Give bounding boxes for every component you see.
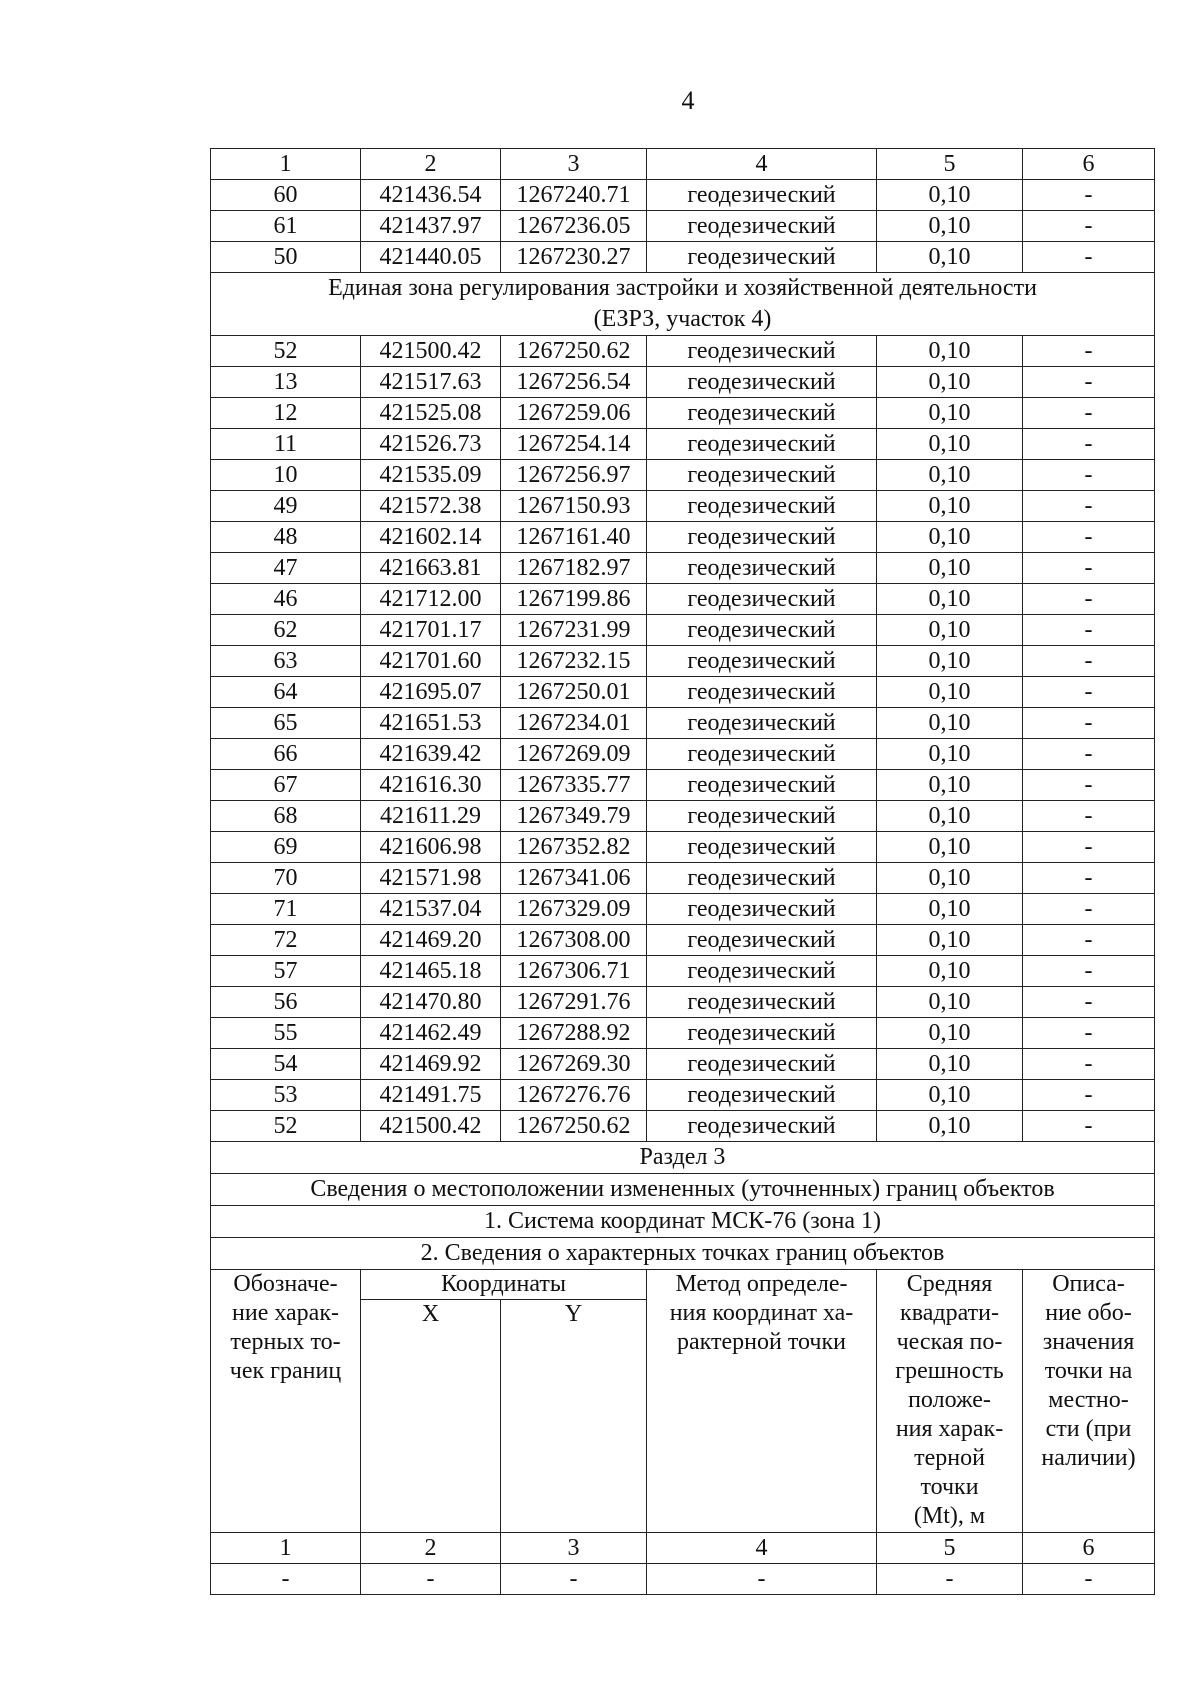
- description-cell: -: [1023, 801, 1155, 832]
- point-id-cell: 60: [211, 180, 361, 211]
- accuracy-cell: 0,10: [877, 242, 1023, 273]
- table-row: [211, 553, 1155, 584]
- description-cell: -: [1023, 739, 1155, 770]
- description-cell: -: [1023, 211, 1155, 242]
- coord-x-cell: 421525.08: [361, 398, 501, 429]
- column-number: 4: [647, 1533, 877, 1564]
- description-cell: -: [1023, 429, 1155, 460]
- description-cell: -: [1023, 987, 1155, 1018]
- coord-x-cell: 421462.49: [361, 1018, 501, 1049]
- coord-y-cell: 1267276.76: [501, 1080, 647, 1111]
- point-id-cell: 70: [211, 863, 361, 894]
- point-id-cell: 52: [211, 336, 361, 367]
- table-row: [211, 987, 1155, 1018]
- coord-x-cell: 421465.18: [361, 956, 501, 987]
- point-id-cell: 48: [211, 522, 361, 553]
- empty-cell: -: [877, 1564, 1023, 1595]
- method-cell: геодезический: [647, 398, 877, 429]
- table-row: [211, 894, 1155, 925]
- coord-x-cell: 421526.73: [361, 429, 501, 460]
- table-row: [211, 180, 1155, 211]
- accuracy-cell: 0,10: [877, 1018, 1023, 1049]
- coord-y-cell: 1267308.00: [501, 925, 647, 956]
- method-cell: геодезический: [647, 956, 877, 987]
- header-line: положе-: [908, 1387, 991, 1413]
- section-subtitle-row: [211, 1174, 1155, 1206]
- method-cell: геодезический: [647, 553, 877, 584]
- column-number: 3: [501, 1533, 647, 1564]
- point-id-cell: 66: [211, 739, 361, 770]
- header-line: ние харак-: [232, 1300, 339, 1326]
- method-cell: геодезический: [647, 584, 877, 615]
- column-number: 5: [877, 1533, 1023, 1564]
- header-line: значения: [1042, 1329, 1135, 1355]
- coord-y-cell: 1267259.06: [501, 398, 647, 429]
- point-id-cell: 61: [211, 211, 361, 242]
- point-id-cell: 50: [211, 242, 361, 273]
- empty-cell: -: [1023, 1564, 1155, 1595]
- description-cell: -: [1023, 894, 1155, 925]
- method-cell: геодезический: [647, 677, 877, 708]
- header-line: точки: [920, 1474, 979, 1500]
- method-cell: геодезический: [647, 987, 877, 1018]
- empty-cell: -: [361, 1564, 501, 1595]
- accuracy-cell: 0,10: [877, 491, 1023, 522]
- method-cell: геодезический: [647, 242, 877, 273]
- point-id-cell: 55: [211, 1018, 361, 1049]
- empty-data-row: [211, 1564, 1155, 1595]
- rows-group-a: [211, 180, 1155, 273]
- method-cell: геодезический: [647, 1111, 877, 1142]
- description-cell: -: [1023, 863, 1155, 894]
- table-row: [211, 1018, 1155, 1049]
- description-cell: -: [1023, 522, 1155, 553]
- coord-x-cell: 421491.75: [361, 1080, 501, 1111]
- point-id-cell: 64: [211, 677, 361, 708]
- point-id-cell: 65: [211, 708, 361, 739]
- column-number: 2: [361, 1533, 501, 1564]
- header-line: наличии): [1041, 1445, 1136, 1471]
- header-line: терных то-: [230, 1329, 341, 1355]
- coord-y-cell: 1267250.62: [501, 1111, 647, 1142]
- accuracy-cell: 0,10: [877, 956, 1023, 987]
- column-number-row-2: [211, 1533, 1155, 1564]
- table-row: [211, 211, 1155, 242]
- coord-x-cell: 421572.38: [361, 491, 501, 522]
- method-cell: геодезический: [647, 801, 877, 832]
- accuracy-cell: 0,10: [877, 770, 1023, 801]
- accuracy-cell: 0,10: [877, 1111, 1023, 1142]
- table-row: [211, 522, 1155, 553]
- point-id-cell: 72: [211, 925, 361, 956]
- accuracy-cell: 0,10: [877, 429, 1023, 460]
- header-x: X: [361, 1300, 501, 1533]
- description-cell: -: [1023, 336, 1155, 367]
- coord-y-cell: 1267256.97: [501, 460, 647, 491]
- method-cell: геодезический: [647, 770, 877, 801]
- coord-y-cell: 1267182.97: [501, 553, 647, 584]
- header-line: рактерной точки: [677, 1329, 846, 1355]
- accuracy-cell: 0,10: [877, 615, 1023, 646]
- accuracy-cell: 0,10: [877, 211, 1023, 242]
- description-cell: -: [1023, 180, 1155, 211]
- section-subtitle: Сведения о местоположении измененных (уточненных) границ объектов: [211, 1174, 1155, 1206]
- coord-y-cell: 1267231.99: [501, 615, 647, 646]
- description-cell: -: [1023, 646, 1155, 677]
- method-cell: геодезический: [647, 832, 877, 863]
- header-line: точки на: [1044, 1358, 1133, 1384]
- header-line: квадрати-: [900, 1300, 999, 1326]
- coord-x-cell: 421437.97: [361, 211, 501, 242]
- coord-x-cell: 421712.00: [361, 584, 501, 615]
- coord-y-cell: 1267269.09: [501, 739, 647, 770]
- column-number: 3: [501, 149, 647, 180]
- header-description: [1023, 1270, 1155, 1533]
- accuracy-cell: 0,10: [877, 1080, 1023, 1111]
- method-cell: геодезический: [647, 615, 877, 646]
- accuracy-cell: 0,10: [877, 987, 1023, 1018]
- table-row: [211, 863, 1155, 894]
- table-row: [211, 708, 1155, 739]
- table-row: [211, 801, 1155, 832]
- method-cell: геодезический: [647, 1080, 877, 1111]
- coord-y-cell: 1267234.01: [501, 708, 647, 739]
- header-line: ческая по-: [896, 1329, 1003, 1355]
- point-id-cell: 47: [211, 553, 361, 584]
- accuracy-cell: 0,10: [877, 553, 1023, 584]
- description-cell: -: [1023, 925, 1155, 956]
- column-number: 1: [211, 149, 361, 180]
- point-id-cell: 67: [211, 770, 361, 801]
- coord-x-cell: 421602.14: [361, 522, 501, 553]
- description-cell: -: [1023, 956, 1155, 987]
- point-id-cell: 71: [211, 894, 361, 925]
- method-cell: геодезический: [647, 367, 877, 398]
- method-cell: геодезический: [647, 1018, 877, 1049]
- point-id-cell: 69: [211, 832, 361, 863]
- table-row: [211, 336, 1155, 367]
- empty-cell: -: [211, 1564, 361, 1595]
- method-cell: геодезический: [647, 522, 877, 553]
- header-line: Описа-: [1052, 1271, 1125, 1297]
- point-id-cell: 52: [211, 1111, 361, 1142]
- empty-cell: -: [501, 1564, 647, 1595]
- coord-x-cell: 421537.04: [361, 894, 501, 925]
- coord-x-cell: 421470.80: [361, 987, 501, 1018]
- header-line: терной: [914, 1445, 985, 1471]
- table-row: [211, 832, 1155, 863]
- accuracy-cell: 0,10: [877, 863, 1023, 894]
- point-id-cell: 63: [211, 646, 361, 677]
- coord-y-cell: 1267291.76: [501, 987, 647, 1018]
- header-line: сти (при: [1045, 1416, 1132, 1442]
- coord-x-cell: 421469.92: [361, 1049, 501, 1080]
- column-number: 5: [877, 149, 1023, 180]
- header-line: ния харак-: [895, 1416, 1004, 1442]
- coord-x-cell: 421701.60: [361, 646, 501, 677]
- method-cell: геодезический: [647, 429, 877, 460]
- point-id-cell: 11: [211, 429, 361, 460]
- header-method: [647, 1270, 877, 1533]
- coord-y-cell: 1267269.30: [501, 1049, 647, 1080]
- description-cell: -: [1023, 708, 1155, 739]
- coord-y-cell: 1267240.71: [501, 180, 647, 211]
- header-coordinates: Координаты: [361, 1270, 647, 1300]
- coord-y-cell: 1267341.06: [501, 863, 647, 894]
- coord-y-cell: 1267230.27: [501, 242, 647, 273]
- points-title: 2. Сведения о характерных точках границ объектов: [211, 1238, 1155, 1270]
- method-cell: геодезический: [647, 460, 877, 491]
- accuracy-cell: 0,10: [877, 1049, 1023, 1080]
- table-row: [211, 1080, 1155, 1111]
- accuracy-cell: 0,10: [877, 460, 1023, 491]
- accuracy-cell: 0,10: [877, 398, 1023, 429]
- coord-x-cell: 421500.42: [361, 1111, 501, 1142]
- header-line: Обозначе-: [233, 1271, 338, 1297]
- method-cell: геодезический: [647, 336, 877, 367]
- header-point-designation: [211, 1270, 361, 1533]
- description-cell: -: [1023, 677, 1155, 708]
- point-id-cell: 49: [211, 491, 361, 522]
- coord-y-cell: 1267250.01: [501, 677, 647, 708]
- description-cell: -: [1023, 770, 1155, 801]
- points-title-row: [211, 1238, 1155, 1270]
- point-id-cell: 12: [211, 398, 361, 429]
- description-cell: -: [1023, 367, 1155, 398]
- table-row: [211, 770, 1155, 801]
- accuracy-cell: 0,10: [877, 708, 1023, 739]
- description-cell: -: [1023, 460, 1155, 491]
- point-id-cell: 56: [211, 987, 361, 1018]
- coord-y-cell: 1267349.79: [501, 801, 647, 832]
- coord-y-cell: 1267254.14: [501, 429, 647, 460]
- column-number-row: [211, 149, 1155, 180]
- section-title-row: [211, 1142, 1155, 1174]
- zone-title-line: Единая зона регулирования застройки и хозяйственной деятельности: [328, 275, 1037, 301]
- section-title: Раздел 3: [211, 1142, 1155, 1174]
- method-cell: геодезический: [647, 863, 877, 894]
- coord-x-cell: 421517.63: [361, 367, 501, 398]
- accuracy-cell: 0,10: [877, 646, 1023, 677]
- coord-y-cell: 1267329.09: [501, 894, 647, 925]
- method-cell: геодезический: [647, 646, 877, 677]
- accuracy-cell: 0,10: [877, 832, 1023, 863]
- description-cell: -: [1023, 1080, 1155, 1111]
- accuracy-cell: 0,10: [877, 336, 1023, 367]
- page-number: 4: [681, 86, 695, 115]
- method-cell: геодезический: [647, 1049, 877, 1080]
- coord-y-cell: 1267199.86: [501, 584, 647, 615]
- column-number: 1: [211, 1533, 361, 1564]
- table-row: [211, 739, 1155, 770]
- coord-y-cell: 1267306.71: [501, 956, 647, 987]
- method-cell: геодезический: [647, 708, 877, 739]
- table-row: [211, 956, 1155, 987]
- table-row: [211, 584, 1155, 615]
- zone-title-row: [211, 273, 1155, 336]
- coord-x-cell: 421701.17: [361, 615, 501, 646]
- table-row: [211, 242, 1155, 273]
- description-cell: -: [1023, 398, 1155, 429]
- coord-x-cell: 421436.54: [361, 180, 501, 211]
- coord-y-cell: 1267161.40: [501, 522, 647, 553]
- coordinates-table: [210, 148, 1155, 1595]
- method-cell: геодезический: [647, 894, 877, 925]
- description-cell: -: [1023, 615, 1155, 646]
- point-id-cell: 53: [211, 1080, 361, 1111]
- header-line: Метод определе-: [675, 1271, 848, 1297]
- point-id-cell: 10: [211, 460, 361, 491]
- table-row: [211, 1111, 1155, 1142]
- point-id-cell: 54: [211, 1049, 361, 1080]
- table-row: [211, 398, 1155, 429]
- header-accuracy: [877, 1270, 1023, 1533]
- coord-x-cell: 421571.98: [361, 863, 501, 894]
- accuracy-cell: 0,10: [877, 739, 1023, 770]
- coord-x-cell: 421639.42: [361, 739, 501, 770]
- method-cell: геодезический: [647, 180, 877, 211]
- coord-x-cell: 421651.53: [361, 708, 501, 739]
- empty-cell: -: [647, 1564, 877, 1595]
- column-number: 6: [1023, 1533, 1155, 1564]
- header-row-1: [211, 1270, 1155, 1300]
- accuracy-cell: 0,10: [877, 180, 1023, 211]
- accuracy-cell: 0,10: [877, 925, 1023, 956]
- method-cell: геодезический: [647, 925, 877, 956]
- header-y: Y: [501, 1300, 647, 1533]
- description-cell: -: [1023, 553, 1155, 584]
- coord-y-cell: 1267232.15: [501, 646, 647, 677]
- header-line: местно-: [1048, 1387, 1129, 1413]
- coord-y-cell: 1267256.54: [501, 367, 647, 398]
- method-cell: геодезический: [647, 211, 877, 242]
- point-id-cell: 57: [211, 956, 361, 987]
- coord-y-cell: 1267352.82: [501, 832, 647, 863]
- table-row: [211, 646, 1155, 677]
- header-line: ние обо-: [1045, 1300, 1132, 1326]
- point-id-cell: 13: [211, 367, 361, 398]
- zone-title-cell: [211, 273, 1155, 336]
- description-cell: -: [1023, 1049, 1155, 1080]
- description-cell: -: [1023, 1018, 1155, 1049]
- coord-x-cell: 421500.42: [361, 336, 501, 367]
- point-id-cell: 46: [211, 584, 361, 615]
- description-cell: -: [1023, 1111, 1155, 1142]
- coord-system-row: [211, 1206, 1155, 1238]
- coord-x-cell: 421663.81: [361, 553, 501, 584]
- table-row: [211, 925, 1155, 956]
- header-line: Средняя: [906, 1271, 993, 1297]
- description-cell: -: [1023, 242, 1155, 273]
- table-row: [211, 615, 1155, 646]
- column-number: 4: [647, 149, 877, 180]
- header-line: ния координат ха-: [669, 1300, 854, 1326]
- description-cell: -: [1023, 491, 1155, 522]
- point-id-cell: 62: [211, 615, 361, 646]
- accuracy-cell: 0,10: [877, 677, 1023, 708]
- column-number: 2: [361, 149, 501, 180]
- coord-y-cell: 1267335.77: [501, 770, 647, 801]
- table-row: [211, 491, 1155, 522]
- zone-title-line: (ЕЗРЗ, участок 4): [593, 306, 772, 332]
- table-row: [211, 367, 1155, 398]
- description-cell: -: [1023, 832, 1155, 863]
- table-row: [211, 429, 1155, 460]
- rows-group-b: [211, 336, 1155, 1142]
- coord-x-cell: 421611.29: [361, 801, 501, 832]
- description-cell: -: [1023, 584, 1155, 615]
- accuracy-cell: 0,10: [877, 367, 1023, 398]
- header-line: чек границ: [229, 1358, 342, 1384]
- accuracy-cell: 0,10: [877, 894, 1023, 925]
- coord-x-cell: 421606.98: [361, 832, 501, 863]
- coord-y-cell: 1267236.05: [501, 211, 647, 242]
- column-number: 6: [1023, 149, 1155, 180]
- coord-x-cell: 421535.09: [361, 460, 501, 491]
- coord-y-cell: 1267150.93: [501, 491, 647, 522]
- accuracy-cell: 0,10: [877, 801, 1023, 832]
- coord-x-cell: 421695.07: [361, 677, 501, 708]
- header-line: грешность: [895, 1358, 1004, 1384]
- method-cell: геодезический: [647, 739, 877, 770]
- coord-x-cell: 421440.05: [361, 242, 501, 273]
- header-line: (Mt), м: [913, 1503, 986, 1529]
- coord-y-cell: 1267288.92: [501, 1018, 647, 1049]
- accuracy-cell: 0,10: [877, 522, 1023, 553]
- method-cell: геодезический: [647, 491, 877, 522]
- point-id-cell: 68: [211, 801, 361, 832]
- coord-y-cell: 1267250.62: [501, 336, 647, 367]
- coord-system: 1. Система координат МСК-76 (зона 1): [211, 1206, 1155, 1238]
- table-row: [211, 677, 1155, 708]
- table-row: [211, 460, 1155, 491]
- coord-x-cell: 421616.30: [361, 770, 501, 801]
- coord-x-cell: 421469.20: [361, 925, 501, 956]
- accuracy-cell: 0,10: [877, 584, 1023, 615]
- table-row: [211, 1049, 1155, 1080]
